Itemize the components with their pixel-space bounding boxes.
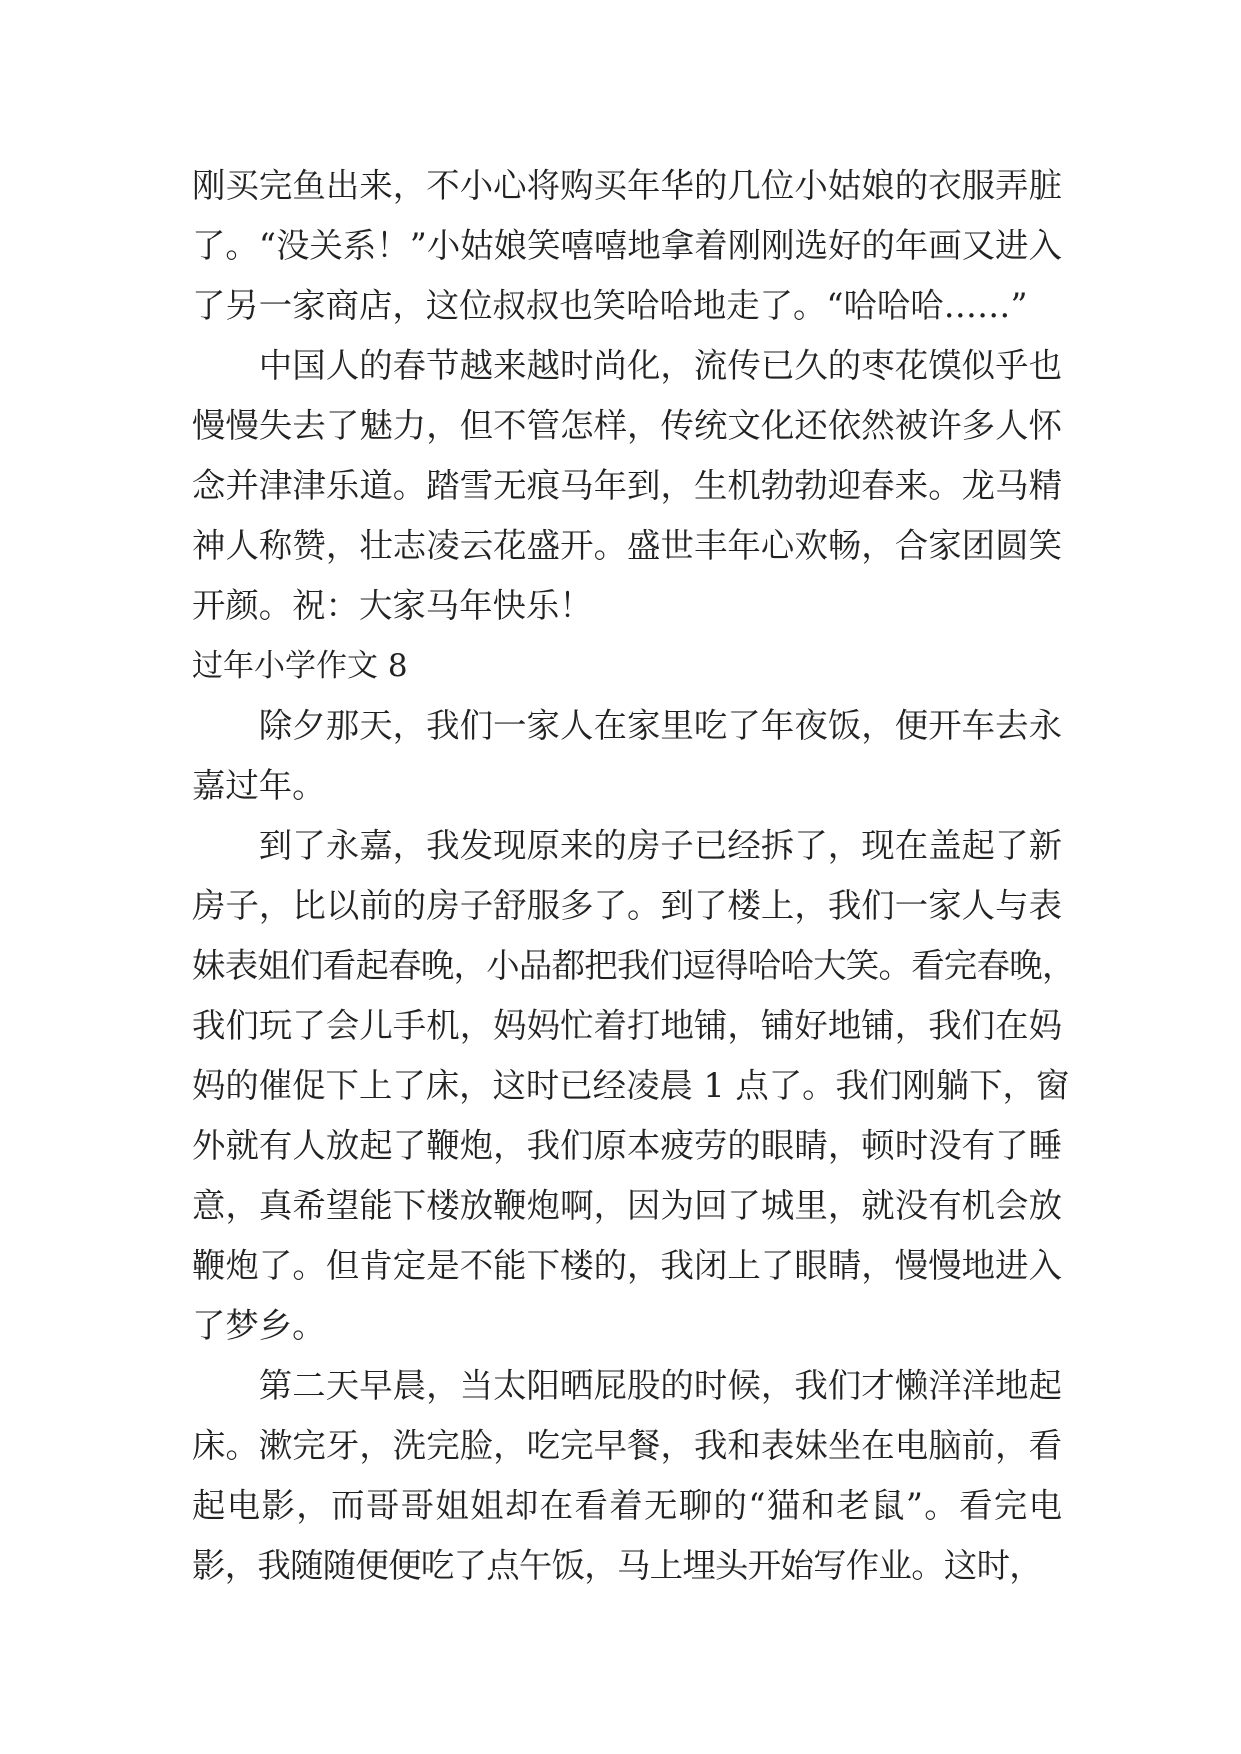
essay-title: 过年小学作文 8: [192, 648, 408, 684]
text-line: 慢慢失去了魅力，但不管怎样，传统文化还依然被许多人怀: [192, 406, 1062, 445]
text-line: 了梦乡。: [192, 1306, 326, 1345]
text-line: 了另一家商店，这位叔叔也笑哈哈地走了。“哈哈哈……”: [192, 286, 1028, 325]
text-line: 外就有人放起了鞭炮，我们原本疲劳的眼睛，顿时没有了睡: [192, 1126, 1062, 1165]
text-line: 第二天早晨，当太阳晒屁股的时候，我们才懒洋洋地起: [258, 1366, 1062, 1405]
paragraph: [192, 1356, 1062, 1596]
text-line: 念并津津乐道。踏雪无痕马年到，生机勃勃迎春来。龙马精: [192, 466, 1062, 505]
text-line: 妈的催促下上了床，这时已经凌晨 1 点了。我们刚躺下，窗: [192, 1066, 1070, 1105]
text-line: 刚买完鱼出来，不小心将购买年华的几位小姑娘的衣服弄脏: [192, 166, 1062, 205]
text-line: 了。“没关系！”小姑娘笑嘻嘻地拿着刚刚选好的年画又进入: [192, 226, 1062, 265]
text-line: 床。漱完牙，洗完脸，吃完早餐，我和表妹坐在电脑前，看: [192, 1426, 1062, 1465]
paragraph: [192, 336, 1062, 636]
text-line: 意，真希望能下楼放鞭炮啊，因为回了城里，就没有机会放: [192, 1186, 1062, 1225]
text-line: 我们玩了会儿手机，妈妈忙着打地铺，铺好地铺，我们在妈: [192, 1006, 1062, 1045]
text-line: 到了永嘉，我发现原来的房子已经拆了，现在盖起了新: [258, 826, 1062, 865]
paragraph: [192, 156, 1062, 336]
text-line: 嘉过年。: [192, 766, 326, 805]
text-line: 房子，比以前的房子舒服多了。到了楼上，我们一家人与表: [192, 886, 1062, 925]
document-body: [192, 156, 1075, 1596]
text-line: 妹表姐们看起春晚，小品都把我们逗得哈哈大笑。看完春晚，: [192, 946, 1075, 985]
text-line: 神人称赞，壮志凌云花盛开。盛世丰年心欢畅，合家团圆笑: [192, 526, 1062, 565]
text-line: 开颜。祝：大家马年快乐！: [192, 586, 593, 625]
text-line: 鞭炮了。但肯定是不能下楼的，我闭上了眼睛，慢慢地进入: [192, 1246, 1062, 1285]
text-line: 影，我随随便便吃了点午饭，马上埋头开始写作业。这时，: [192, 1546, 1042, 1585]
text-line: 除夕那天，我们一家人在家里吃了年夜饭，便开车去永: [258, 706, 1062, 745]
paragraph: [192, 696, 1062, 816]
text-line: 起电影，而哥哥姐姐却在看着无聊的“猫和老鼠”。看完电: [192, 1486, 1062, 1525]
text-line: 中国人的春节越来越时尚化，流传已久的枣花馍似乎也: [258, 346, 1062, 385]
paragraph: [192, 816, 1075, 1356]
